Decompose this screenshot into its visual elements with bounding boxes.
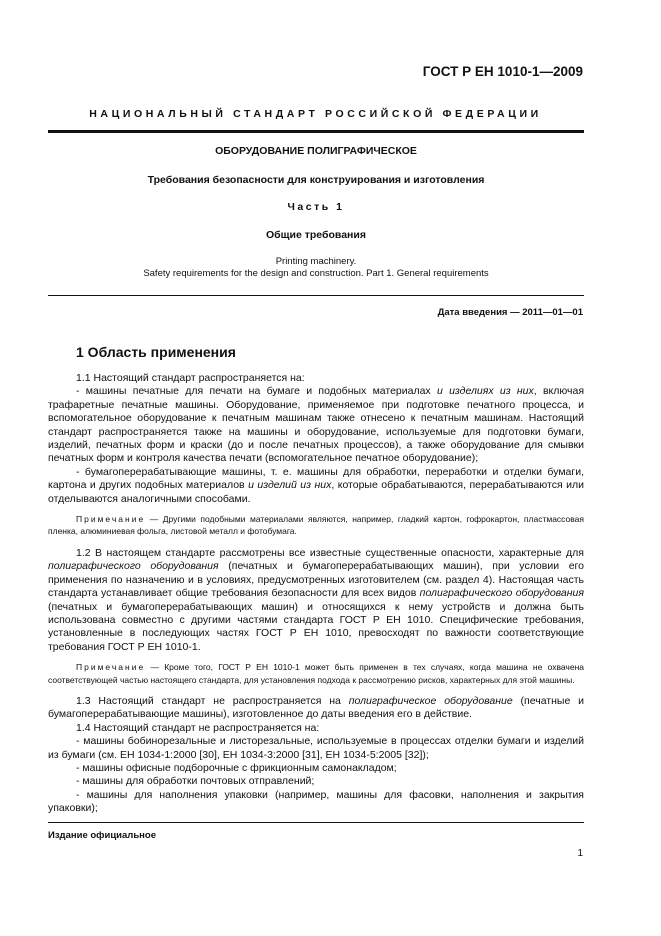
- section-body: [48, 372, 584, 816]
- header-rule: [48, 130, 584, 133]
- official-edition-label: Издание официальное: [48, 830, 156, 841]
- clause-1-4-item-packaging: - машины для наполнения упаковки (например, машины для фасовки, наполнения и закрытия упаковки);: [48, 788, 584, 815]
- standard-title: ОБОРУДОВАНИЕ ПОЛИГРАФИЧЕСКОЕ: [215, 145, 417, 157]
- note-1: Примечание — Другими подобными материалами являются, например, гладкий картон, гофрокартон, пластмассовая пленка, алюминиевая фольга, листовой металл и фотобумага.: [48, 514, 584, 537]
- page-number: 1: [577, 848, 583, 859]
- note-label: Примечание: [76, 514, 146, 525]
- standard-subtitle: Требования безопасности для конструирования и изготовления: [147, 174, 485, 186]
- document-code: ГОСТ Р ЕН 1010-1—2009: [422, 64, 583, 79]
- clause-1-4-item-office-collators: - машины офисные подборочные с фрикционным самонакладом;: [76, 761, 397, 774]
- note-label: Примечание: [76, 662, 146, 673]
- title-rule: [48, 295, 584, 296]
- clause-1-4-item-mail-processing: - машины для обработки почтовых отправлений;: [76, 775, 315, 788]
- clause-1-1: 1.1 Настоящий стандарт распространяется на:: [76, 372, 305, 384]
- english-title-line1: Printing machinery.: [275, 256, 357, 267]
- clause-1-1-item-printing-machines: - машины печатные для печати на бумаге и подобных материалах и изделиях из них, включая трафаретные печатные машины. Оборудование, применяемое при подготовке печатного процесса, и вспомогательное оборудование к печатным машинам также отнесено к печатным машинам. Настоящий стандарт распространяется также на машины и оборудование, используемые для подготовки бумаги, изделий, печатных форм и краски (до и после печатных процессов), а также оборудование для смывки печатных форм и контроля качества печати (вспомогательное печатное оборудование);: [48, 385, 584, 465]
- note-2: Примечание — Кроме того, ГОСТ Р ЕН 1010-1 может быть применен в тех случаях, когда машина не охвачена соответствующей частью настоящего стандарта, для установления подхода к рассмотрению рисков, характерных для этой машины.: [48, 662, 584, 685]
- introduction-date: Дата введения — 2011—01—01: [437, 307, 583, 318]
- english-title-line2: Safety requirements for the design and construction. Part 1. General requirements: [143, 268, 489, 279]
- footer-rule: [48, 822, 584, 823]
- national-standard-banner: НАЦИОНАЛЬНЫЙ СТАНДАРТ РОССИЙСКОЙ ФЕДЕРАЦИИ: [89, 108, 542, 120]
- clause-1-4: 1.4 Настоящий стандарт не распространяется на:: [76, 721, 320, 734]
- clause-1-4-item-cutters: - машины бобинорезальные и листорезальные, используемые в процессах отделки бумаги и изделий из бумаги (см. ЕН 1034-1:2000 [30], ЕН 1034-3:2000 [31], ЕН 1034-5:2005 [32]);: [48, 735, 584, 761]
- standard-part-title: Общие требования: [266, 229, 366, 241]
- clause-1-1-item-converting-machines: - бумагоперерабатывающие машины, т. е. машины для обработки, переработки и отделки бумаги, картона и других подобных материалов и изделий из них, которые обрабатываются, перерабатываются или отделываются аналогичными способами.: [48, 465, 584, 505]
- standard-part: Часть 1: [287, 201, 345, 213]
- clause-1-3: 1.3 Настоящий стандарт не распространяется на полиграфическое оборудование (печатные и бумагоперерабатывающие машины), изготовленное до даты введения его в действие.: [48, 694, 584, 721]
- clause-1-2: 1.2 В настоящем стандарте рассмотрены все известные существенные опасности, характерные для полиграфического оборудования (печатных и бумагоперерабатывающих машин), при условии его применения по назначению и в условиях, предусмотренных изготовителем (см. раздел 4). Настоящая часть стандарта устанавливает общие требования безопасности для всех видов полиграфического оборудования (печатных и бумагоперерабатывающих машин) и относящихся к нему устройств и должна быть использована совместно с другими частями стандарта ГОСТ Р ЕН 1010. Специфические требования, установленные в последующих частях ГОСТ Р ЕН 1010, превосходят по важности соответствующие требования ГОСТ Р ЕН 1010-1.: [48, 546, 584, 653]
- section-title: 1 Область применения: [76, 344, 236, 360]
